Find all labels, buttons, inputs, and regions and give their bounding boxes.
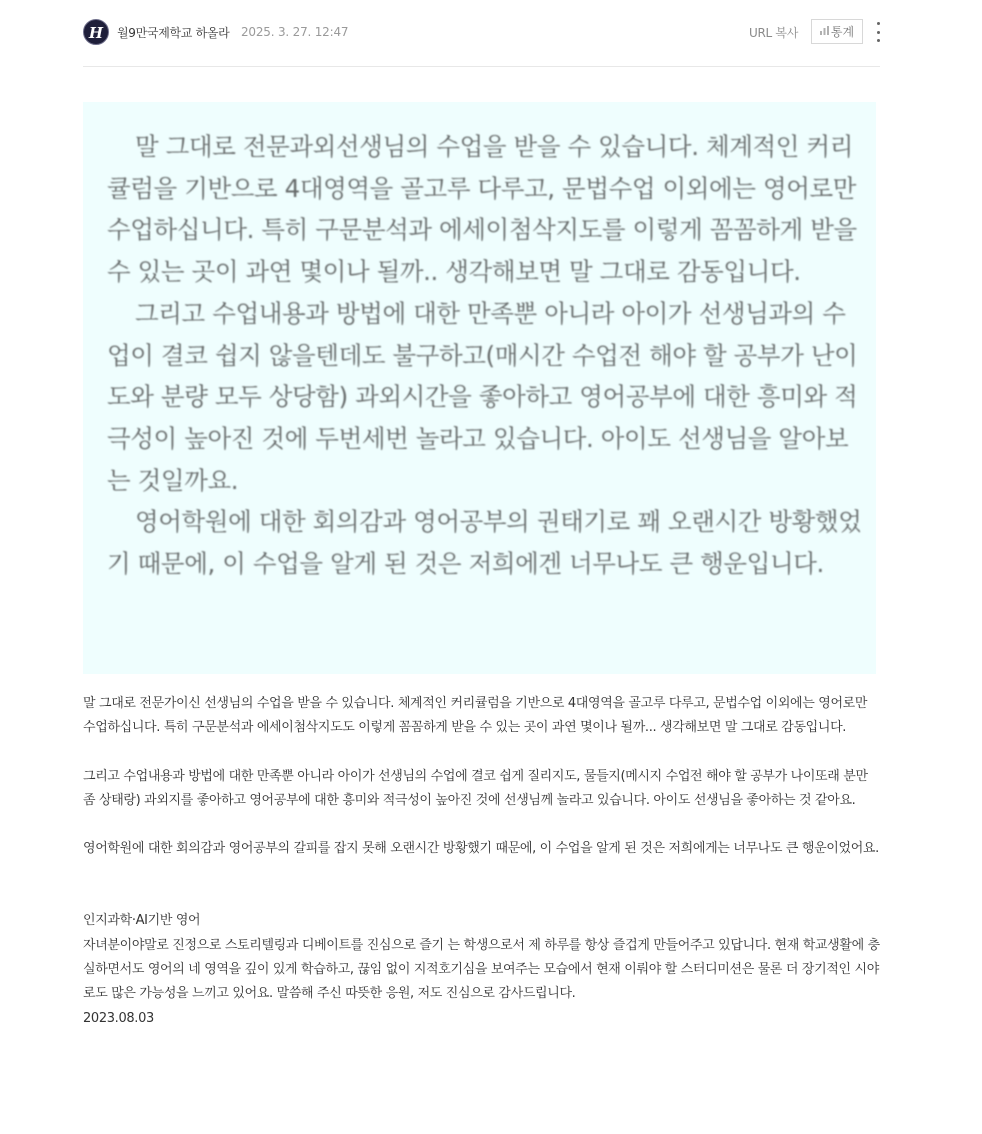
image-paragraph: 영어학원에 대한 회의감과 영어공부의 권태기로 꽤 오랜시간 방황했었기 때문에, 이 수업을 알게 된 것은 저희에겐 너무나도 큰 행운입니다. (107, 507, 862, 579)
author-name[interactable]: 월9만국제학교 하올라 (117, 26, 230, 40)
reply-title: 인지과학·AI기반 영어 (83, 913, 201, 929)
author-avatar[interactable]: H (83, 19, 109, 45)
body-paragraph: 영어학원에 대한 회의감과 영어공부의 갈피를 잡지 못해 오랜시간 방황했기 때문에, 이 수업을 알게 된 것은 저희에게는 너무나도 큰 행운이었어요. (83, 841, 879, 857)
post-header (83, 0, 880, 67)
image-paragraph: 말 그대로 전문과외선생님의 수업을 받을 수 있습니다. 체계적인 커리큘럼을 기반으로 4대영역을 골고루 다루고, 문법수업 이외에는 영어로만 수업하십니다. 특히 구문분석과 에세이첨삭지도를 이렇게 꼼꼼하게 받을 수 있는 곳이 과연 몇이나 될까.. 생각해보면 말 그대로 감동입니다. (107, 132, 857, 287)
stats-label: 통계 (830, 25, 855, 39)
image-paragraph: 그리고 수업내용과 방법에 대한 만족뿐 아니라 아이가 선생님과의 수업이 결코 쉽지 않을텐데도 불구하고(매시간 수업전 해야 할 공부가 난이도와 분량 모두 상당함) 과외시간을 좋아하고 영어공부에 대한 흥미와 적극성이 높아진 것에 두번세번 놀라고 있습니다. 아이도 선생님을 알아보는 것일까요. (107, 298, 858, 495)
bar-chart-icon (820, 26, 829, 38)
stats-button[interactable] (811, 19, 863, 44)
body-paragraph: 그리고 수업내용과 방법에 대한 만족뿐 아니라 아이가 선생님의 수업에 결코 쉽게 질리지도, 물들지(메시지 수업전 해야 할 공부가 나이또래 분만 좀 상태랑) 과외지를 좋아하고 영어공부에 대한 흥미와 적극성이 높아진 것에 선생님께 놀라고 있습니다. 아이도 선생님을 좋아하는 것 같아요. (83, 768, 868, 808)
post-body (83, 692, 883, 1031)
reply-date: 2023.08.03 (83, 1010, 154, 1026)
body-paragraph: 말 그대로 전문가이신 선생님의 수업을 받을 수 있습니다. 체계적인 커리큘럼을 기반으로 4대영역을 골고루 다루고, 문법수업 이외에는 영어로만 수업하십니다. 특히 구문분석과 에세이첨삭지도도 이렇게 꼼꼼하게 받을 수 있는 곳이 과연 몇이나 될까... 생각해보면 말 그대로 감동입니다. (83, 696, 868, 736)
post-container (83, 0, 880, 1026)
review-image (83, 102, 876, 674)
post-date: 2025. 3. 27. 12:47 (241, 25, 349, 39)
more-vertical-icon[interactable] (873, 22, 883, 42)
url-copy-button[interactable]: URL 복사 (749, 26, 799, 40)
reply-text: 자녀분이야말로 진정으로 스토리텔링과 디베이트를 진심으로 즐기 는 학생으로서 제 하루를 항상 즐겁게 만들어주고 있답니다. 현재 학교생활에 충실하면서도 영어의 네 영역을 깊이 있게 학습하고, 끊임 없이 지적호기심을 보여주는 모습에서 현재 이뤄야 할 스터디미션은 물론 더 장기적인 시야로도 많은 가능성을 느끼고 있어요. 말씀해 주신 따뜻한 응원, 저도 진심으로 감사드립니다. (83, 937, 880, 1002)
review-image-text (107, 126, 867, 585)
